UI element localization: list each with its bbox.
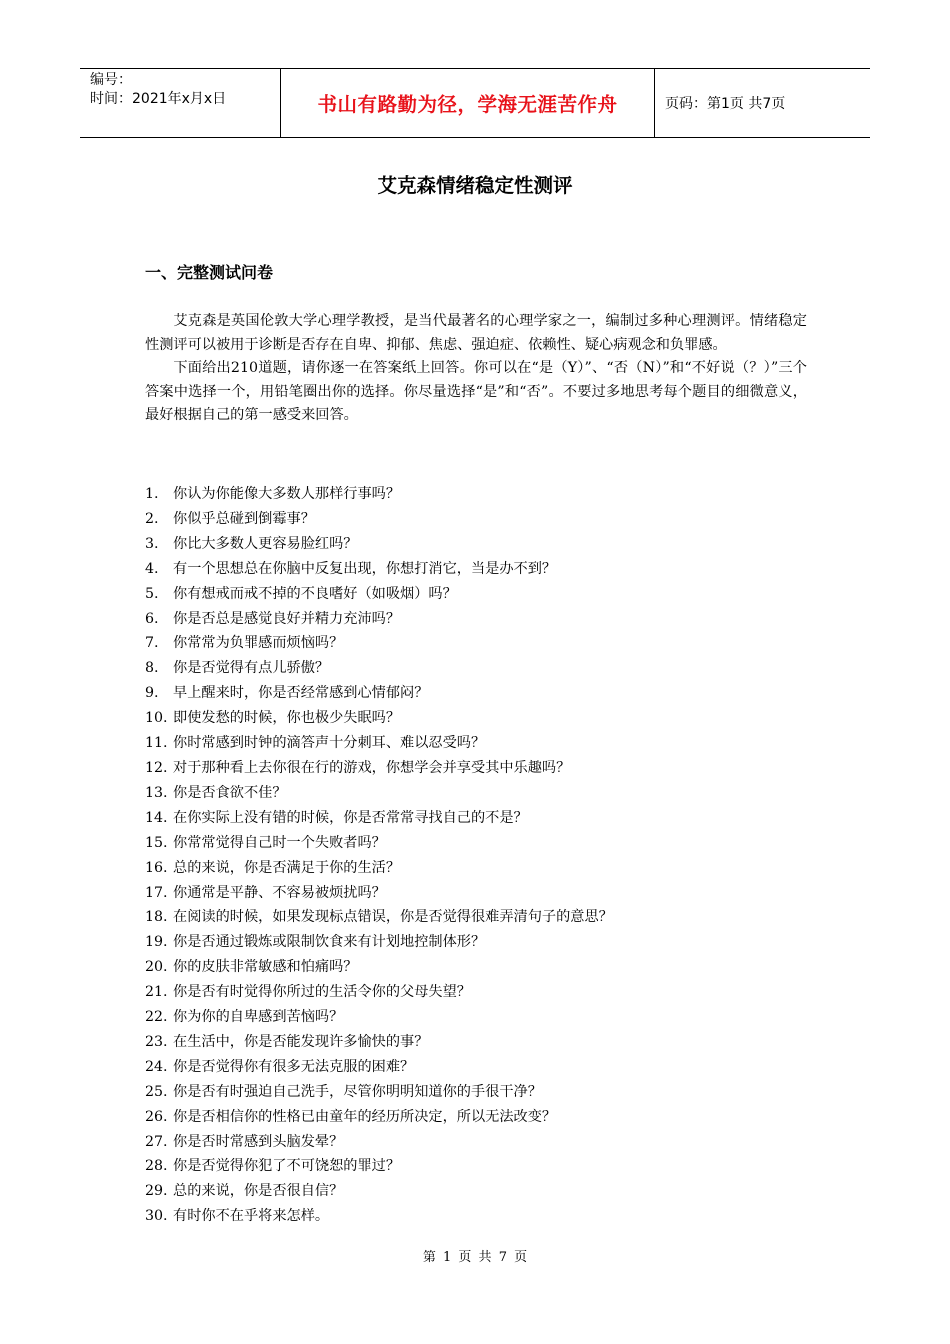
question-text: 对于那种看上去你很在行的游戏，你想学会并享受其中乐趣吗？: [173, 759, 571, 776]
question-text: 你是否总是感觉良好并精力充沛吗？: [173, 610, 401, 627]
question-text: 在生活中，你是否能发现许多愉快的事？: [173, 1033, 429, 1050]
header-meta-cell: [80, 69, 281, 137]
question-text: 即使发愁的时候，你也极少失眠吗？: [173, 710, 401, 727]
question-number: 11.: [145, 735, 168, 752]
question-text: 有一个思想总在你脑中反复出现，你想打消它，当是办不到？: [173, 560, 557, 577]
header-motto: 书山有路勤为径，学海无涯苦作舟: [281, 69, 655, 137]
question-item: [145, 656, 825, 681]
question-number: 6.: [145, 610, 159, 627]
page-footer: 第 1 页 共 7 页: [422, 1250, 528, 1265]
question-item: [145, 631, 825, 656]
section-heading: 一、完整测试问卷: [145, 263, 274, 282]
question-item: [145, 756, 825, 781]
question-text: 你是否有时觉得你所过的生活令你的父母失望？: [173, 984, 471, 1001]
question-text: 在阅读的时候，如果发现标点错误，你是否觉得很难弄清句子的意思？: [173, 909, 613, 926]
question-item: [145, 856, 825, 881]
question-item: [145, 532, 825, 557]
question-number: 20.: [145, 959, 168, 976]
question-number: 17.: [145, 884, 168, 901]
question-text: 你时常感到时钟的滴答声十分刺耳、难以忍受吗？: [173, 735, 486, 752]
question-item: [145, 930, 825, 955]
question-text: 你是否时常感到头脑发晕？: [173, 1133, 344, 1150]
question-number: 29.: [145, 1183, 168, 1200]
question-number: 30.: [145, 1208, 168, 1225]
question-item: [145, 1005, 825, 1030]
question-text: 你认为你能像大多数人那样行事吗？: [173, 486, 401, 502]
question-text: 在你实际上没有错的时候，你是否常常寻找自己的不是？: [173, 809, 528, 826]
question-text: 总的来说，你是否满足于你的生活？: [173, 859, 401, 876]
question-text: 早上醒来时，你是否经常感到心情郁闷？: [173, 685, 429, 702]
question-number: 3.: [145, 535, 159, 552]
question-number: 24.: [145, 1058, 168, 1075]
question-number: 14.: [145, 809, 168, 826]
question-item: [145, 557, 825, 582]
question-text: 你是否觉得你犯了不可饶恕的罪过？: [173, 1158, 401, 1175]
header-table: [80, 68, 870, 138]
question-text: 你常常觉得自己时一个失败者吗？: [173, 834, 386, 851]
question-item: [145, 731, 825, 756]
question-number: 21.: [145, 984, 168, 1001]
question-number: 23.: [145, 1033, 168, 1050]
question-number: 16.: [145, 859, 168, 876]
question-text: 你是否食欲不佳？: [173, 784, 287, 801]
question-item: [145, 1080, 825, 1105]
question-number: 26.: [145, 1108, 168, 1125]
question-text: 你有想戒而戒不掉的不良嗜好（如吸烟）吗？: [173, 585, 457, 602]
question-item: [145, 781, 825, 806]
question-number: 25.: [145, 1083, 168, 1100]
question-text: 你通常是平静、不容易被烦扰吗？: [173, 884, 386, 901]
question-text: 你是否相信你的性格已由童年的经历所决定，所以无法改变？: [173, 1108, 557, 1125]
number-label: 编号：: [90, 72, 132, 88]
question-text: 你似乎总碰到倒霉事？: [173, 510, 315, 527]
question-item: [145, 881, 825, 906]
question-text: 你比大多数人更容易脸红吗？: [173, 535, 358, 552]
question-number: 27.: [145, 1133, 168, 1150]
question-number: 18.: [145, 909, 168, 926]
question-item: [145, 905, 825, 930]
question-item: [145, 955, 825, 980]
question-number: 4.: [145, 560, 159, 577]
question-number: 22.: [145, 1009, 168, 1026]
question-number: 1.: [145, 486, 159, 502]
question-text: 你是否觉得有点儿骄傲？: [173, 660, 330, 677]
question-item: [145, 482, 825, 507]
question-text: 你是否觉得你有很多无法克服的困难？: [173, 1058, 415, 1075]
time-label: 时间：2021年x月x日: [90, 91, 227, 107]
question-item: [145, 681, 825, 706]
question-text: 你是否有时强迫自己洗手，尽管你明明知道你的手很干净？: [173, 1083, 542, 1100]
header-page-label: 页码：第1页 共7页: [665, 96, 786, 112]
question-number: 9.: [145, 685, 159, 702]
question-list: [145, 482, 825, 1229]
question-text: 你的皮肤非常敏感和怕痛吗？: [173, 959, 358, 976]
question-item: [145, 1204, 825, 1229]
question-item: [145, 706, 825, 731]
question-item: [145, 1055, 825, 1080]
intro-paragraph: 下面给出210道题，请你逐一在答案纸上回答。你可以在“是（Y）”、“否（N）”和“不好说（？）”三个答案中选择一个，用铅笔圈出你的选择。你尽量选择“是”和“否”。不要过多地思考每个题目的细微意义，最好根据自己的第一感受来回答。: [145, 360, 807, 423]
question-item: [145, 1030, 825, 1055]
question-item: [145, 507, 825, 532]
question-item: [145, 582, 825, 607]
question-text: 你是否通过锻炼或限制饮食来有计划地控制体形？: [173, 934, 486, 951]
question-number: 5.: [145, 585, 159, 602]
question-number: 12.: [145, 759, 168, 776]
question-text: 你常常为负罪感而烦恼吗？: [173, 635, 344, 652]
document-title: 艾克森情绪稳定性测评: [377, 174, 573, 197]
question-text: 有时你不在乎将来怎样。: [173, 1208, 330, 1225]
question-item: [145, 1130, 825, 1155]
question-number: 15.: [145, 834, 168, 851]
question-item: [145, 1179, 825, 1204]
question-number: 28.: [145, 1158, 168, 1175]
question-number: 8.: [145, 660, 159, 677]
question-item: [145, 980, 825, 1005]
question-item: [145, 1105, 825, 1130]
intro-paragraph: 艾克森是英国伦敦大学心理学教授，是当代最著名的心理学家之一，编制过多种心理测评。情绪稳定性测评可以被用于诊断是否存在自卑、抑郁、焦虑、强迫症、依赖性、疑心病观念和负罪感。: [145, 313, 807, 353]
question-number: 2.: [145, 510, 159, 527]
question-item: [145, 1154, 825, 1179]
question-item: [145, 831, 825, 856]
question-item: [145, 806, 825, 831]
question-text: 你为你的自卑感到苦恼吗？: [173, 1009, 344, 1026]
question-number: 7.: [145, 635, 159, 652]
intro-text: [145, 310, 807, 428]
question-number: 19.: [145, 934, 168, 951]
question-text: 总的来说，你是否很自信？: [173, 1183, 344, 1200]
question-item: [145, 607, 825, 632]
question-number: 10.: [145, 710, 168, 727]
question-number: 13.: [145, 784, 168, 801]
